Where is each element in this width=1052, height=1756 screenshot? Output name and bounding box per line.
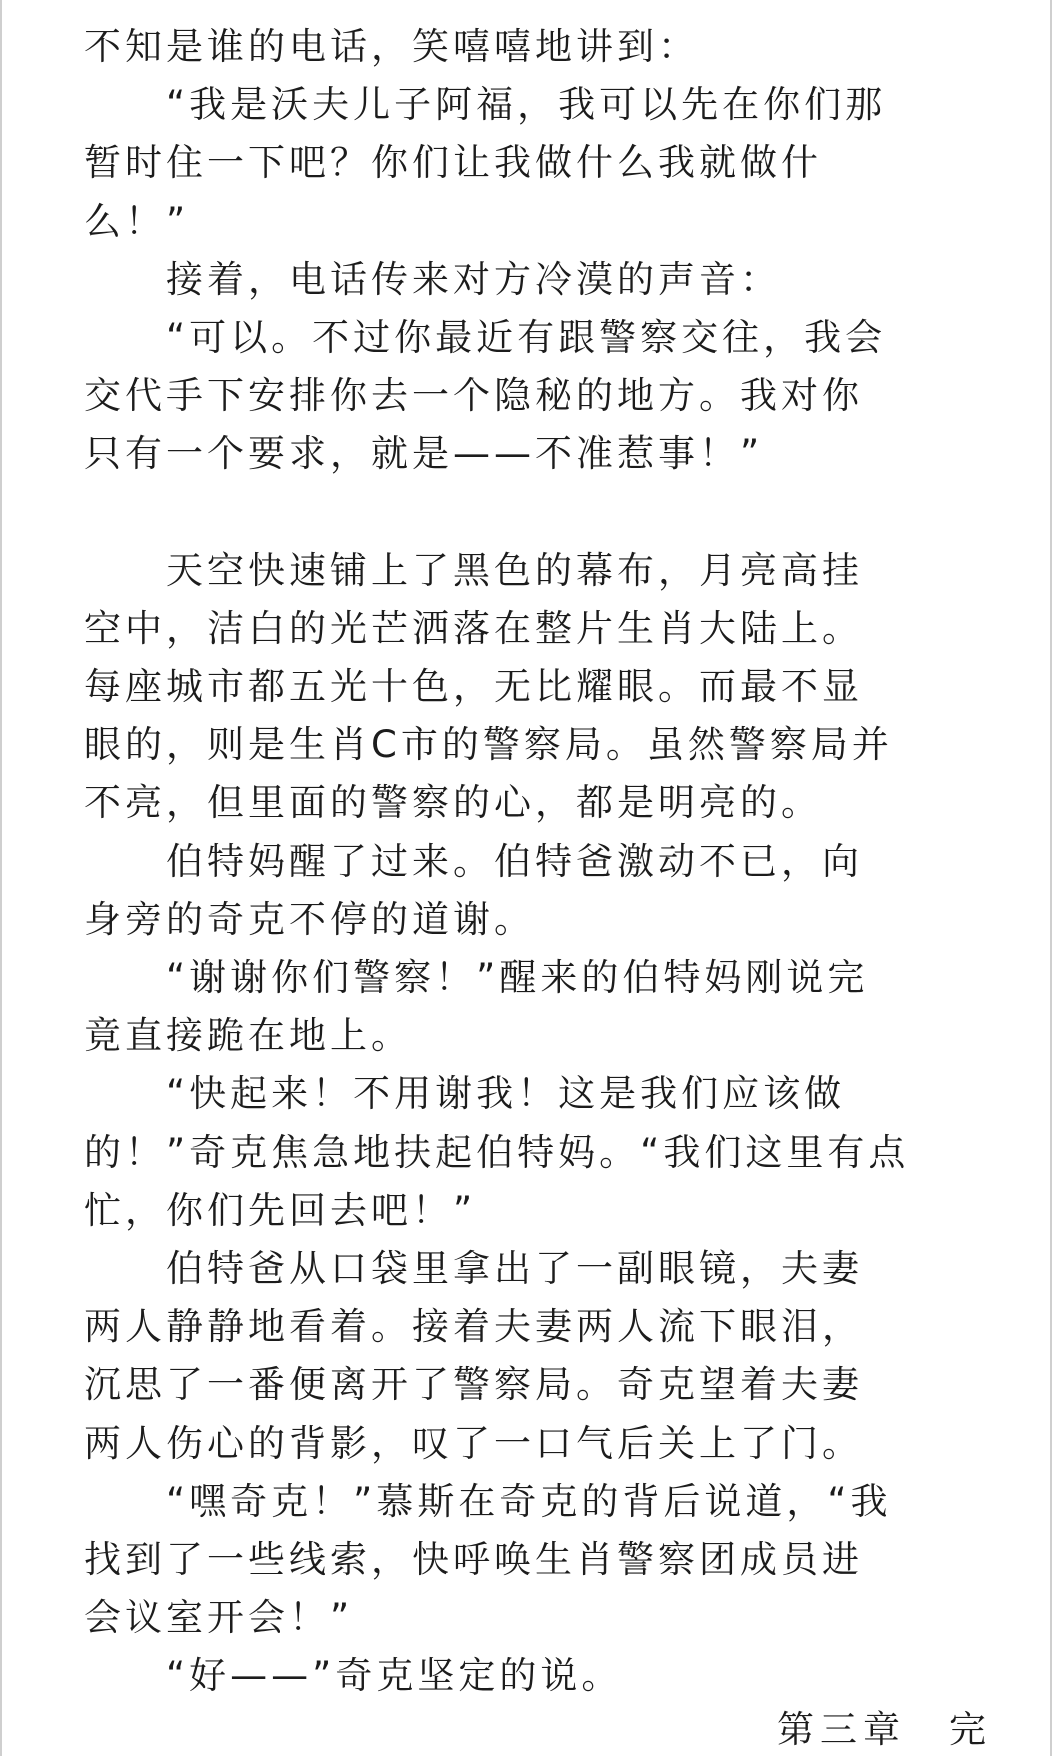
text-line: 交代手下安排你去一个隐秘的地方。我对你 — [84, 374, 863, 418]
text-line: “我是沃夫儿子阿福，我可以先在你们那 — [84, 83, 887, 127]
text-line: “谢谢你们警察！”醒来的伯特妈刚说完 — [84, 956, 869, 999]
text-line: 暂时住一下吧？你们让我做什么我就做什 — [84, 141, 822, 185]
text-line: 两人静静地看着。接着夫妻两人流下眼泪， — [84, 1305, 863, 1349]
text-line: “可以。不过你最近有跟警察交往，我会 — [84, 315, 887, 359]
text-line: 不知是谁的电话，笑嘻嘻地讲到： — [84, 25, 699, 68]
blank-line — [84, 484, 1014, 542]
text-line: 不亮，但里面的警察的心，都是明亮的。 — [84, 781, 822, 825]
text-line: 找到了一些线索，快呼唤生肖警察团成员进 — [84, 1537, 863, 1581]
chapter-end-label: 第三章 完 — [777, 1708, 992, 1751]
text-line: 的！”奇克焦急地扶起伯特妈。“我们这里有点 — [84, 1130, 910, 1174]
text-line: 忙，你们先回去吧！” — [84, 1188, 477, 1232]
text-line: 只有一个要求，就是——不准惹事！” — [84, 432, 764, 476]
text-line: 每座城市都五光十色，无比耀眼。而最不显 — [84, 665, 863, 709]
text-line: “快起来！不用谢我！这是我们应该做 — [84, 1072, 846, 1116]
text-line: 身旁的奇克不停的道谢。 — [84, 897, 535, 941]
text-line: 伯特妈醒了过来。伯特爸激动不已，向 — [84, 839, 863, 883]
text-line: “好——”奇克坚定的说。 — [84, 1654, 623, 1698]
text-line: 竟直接跪在地上。 — [84, 1014, 412, 1058]
text-line: 会议室开会！” — [84, 1596, 354, 1640]
text-line: 么！” — [84, 199, 190, 243]
text-line: 眼的，则是生肖C市的警察局。虽然警察局并 — [84, 723, 893, 767]
text-line: 天空快速铺上了黑色的幕布，月亮高挂 — [84, 548, 863, 592]
text-line: 沉思了一番便离开了警察局。奇克望着夫妻 — [84, 1363, 863, 1407]
story-text — [84, 18, 1014, 1705]
text-line: 接着，电话传来对方冷漠的声音： — [84, 257, 781, 301]
text-line: “嘿奇克！”慕斯在奇克的背后说道，“我 — [84, 1479, 892, 1523]
text-line: 两人伤心的背影，叹了一口气后关上了门。 — [84, 1421, 863, 1465]
text-line: 空中，洁白的光芒洒落在整片生肖大陆上。 — [84, 606, 863, 650]
text-line: 伯特爸从口袋里拿出了一副眼镜，夫妻 — [84, 1246, 863, 1290]
